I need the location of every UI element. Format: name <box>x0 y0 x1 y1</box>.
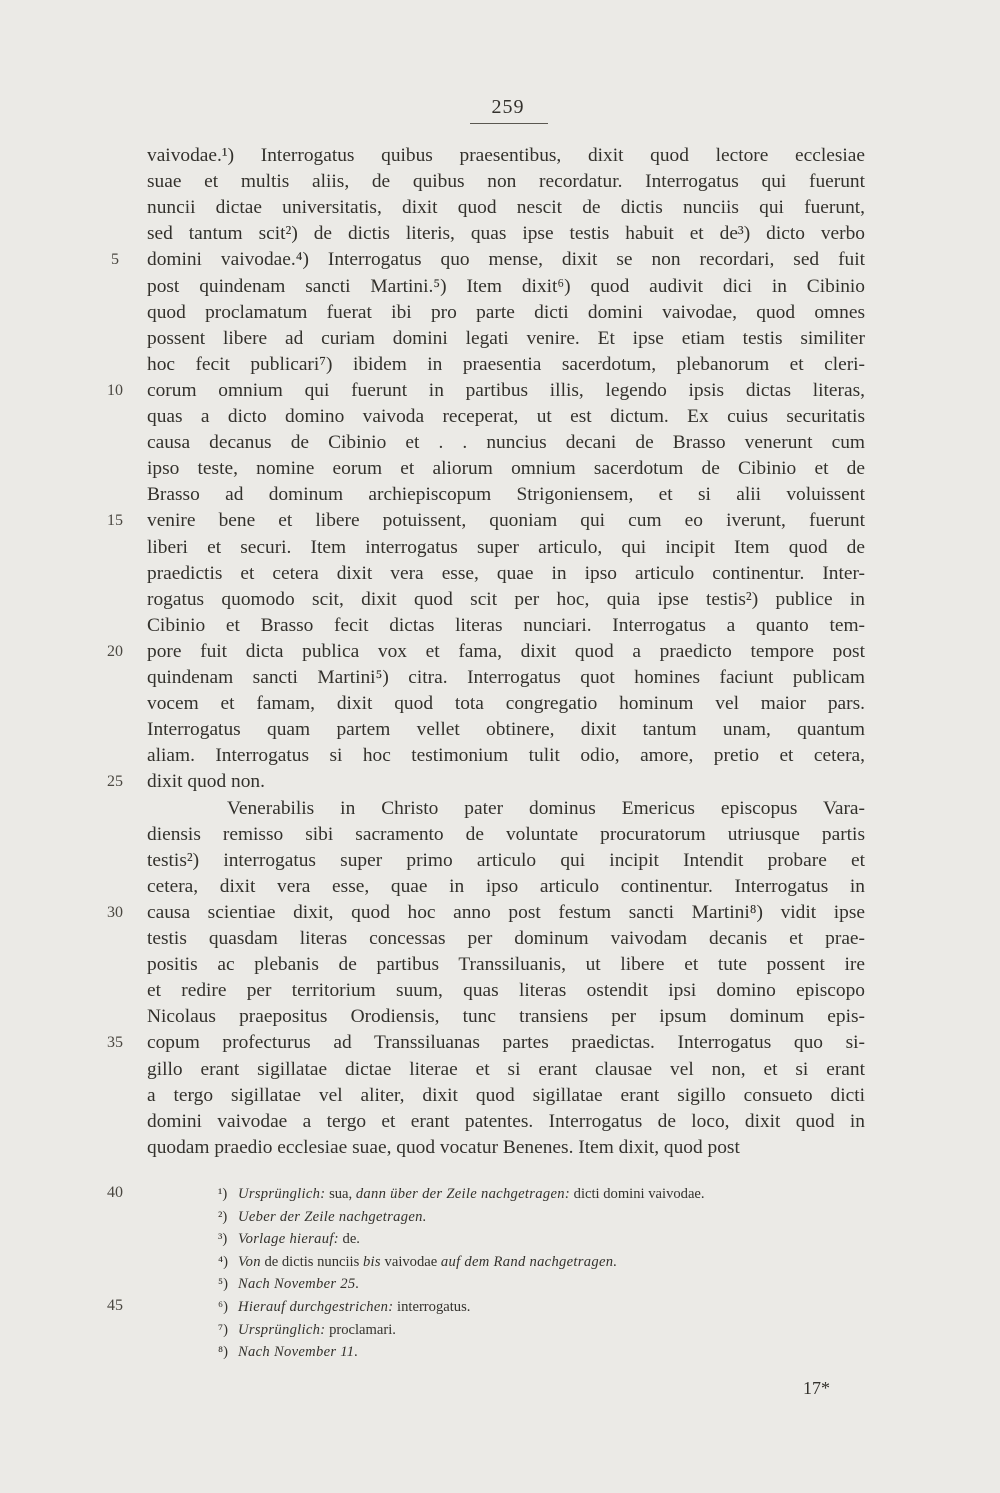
footnote-quote: de dictis nunciis <box>260 1253 363 1270</box>
line-number: 35 <box>107 1034 123 1052</box>
footnote-quote: sua, <box>325 1186 356 1202</box>
text-line: causa scientiae dixit, quod hoc anno post festum sancti Martini⁸) vidit ipse <box>147 901 865 923</box>
line-number: 30 <box>107 903 123 921</box>
page-number-rule <box>470 123 548 124</box>
footnote-marker: ¹) <box>218 1186 228 1202</box>
footnote-editorial-note: Von <box>238 1253 261 1270</box>
text-line: quod proclamatum fuerat ibi pro parte dicti domini vaivodae, quod omnes <box>147 301 865 323</box>
footnote <box>218 1206 878 1228</box>
footnote-editorial-note: Vorlage hierauf: <box>238 1231 339 1248</box>
line-number: 40 <box>107 1184 123 1201</box>
footnote-editorial-note: auf dem Rand nachgetragen. <box>440 1253 618 1270</box>
text-line: Venerabilis in Christo pater dominus Emericus episcopus Vara- <box>227 797 865 819</box>
text-line: sed tantum scit²) de dictis literis, quas ipse testis habuit et de³) dicto verbo <box>147 223 865 245</box>
footnote <box>218 1251 878 1273</box>
text-line: hoc fecit publicari⁷) ibidem in praesentia sacerdotum, plebanorum et cleri- <box>147 353 865 375</box>
footnote-editorial-note: bis <box>362 1253 381 1270</box>
footnote-marker: ⁴) <box>218 1253 228 1270</box>
footnote <box>218 1273 878 1295</box>
text-line: nuncii dictae universitatis, dixit quod nescit de dictis nunciis qui fuerunt, <box>147 197 865 219</box>
text-line: rogatus quomodo scit, dixit quod scit per hoc, quia ipse testis²) publice in <box>147 588 865 610</box>
footnote <box>218 1341 878 1363</box>
text-line: testis quasdam literas concessas per dominum vaivodam decanis et prae- <box>147 928 865 949</box>
text-line: Interrogatus quam partem vellet obtinere, dixit tantum unam, quantum <box>147 719 865 741</box>
text-line: dixit quod non. <box>147 771 265 793</box>
text-line: possent libere ad curiam domini legati venire. Et ipse etiam testis similiter <box>147 327 865 349</box>
text-line: domini vaivodae a tergo et erant patentes. Interrogatus de loco, dixit quod in <box>147 1110 865 1132</box>
line-number: 15 <box>107 512 123 530</box>
text-line: praedictis et cetera dixit vera esse, quae in ipso articulo continentur. Inter- <box>147 562 865 584</box>
footnote-marker: ⁸) <box>218 1344 228 1361</box>
line-number: 20 <box>107 642 123 660</box>
text-line: positis ac plebanis de partibus Transsiluanis, ut libere et tute possent ire <box>147 954 865 976</box>
text-line: domini vaivodae.⁴) Interrogatus quo mense, dixit se non recordari, sed fuit <box>147 249 865 271</box>
footnote-editorial-note: Ueber der Zeile nachgetragen. <box>238 1208 427 1225</box>
footnote-editorial-note: Nach November 11. <box>238 1344 359 1361</box>
line-number: 45 <box>107 1297 123 1314</box>
text-line: venire bene et libere potuissent, quoniam qui cum eo iverunt, fuerunt <box>147 510 865 532</box>
text-line: Nicolaus praepositus Orodiensis, tunc transiens per ipsum dominum epis- <box>147 1006 865 1028</box>
text-line: quodam praedio ecclesiae suae, quod vocatur Benenes. Item dixit, quod post <box>147 1136 740 1158</box>
text-line: post quindenam sancti Martini.⁵) Item dixit⁶) quod audivit dici in Cibinio <box>147 275 865 297</box>
footnote-quote: de. <box>338 1231 360 1248</box>
footnote-marker: ²) <box>218 1208 228 1225</box>
text-line: copum profecturus ad Transsiluanas partes praedictas. Interrogatus quo si- <box>147 1032 865 1054</box>
text-line: a tergo sigillatae vel aliter, dixit quod sigillatae erant sigillo consueto dicti <box>147 1084 865 1106</box>
text-line: diensis remisso sibi sacramento de voluntate procuratorum utriusque partis <box>147 823 865 845</box>
line-number: 25 <box>107 773 123 791</box>
text-line: cetera, dixit vera esse, quae in ipso articulo continentur. Interrogatus in <box>147 875 865 897</box>
footnote-editorial-note: Ursprünglich: <box>238 1321 326 1338</box>
footnote-marker: ³) <box>218 1231 228 1248</box>
text-line: quas a dicto domino vaivoda receperat, ut est dictum. Ex cuius securitatis <box>147 406 865 427</box>
text-line: pore fuit dicta publica vox et fama, dixit quod a praedicto tempore post <box>147 640 865 662</box>
footnote-editorial-note: Nach November 25. <box>238 1276 360 1293</box>
text-line: liberi et securi. Item interrogatus super articulo, qui incipit Item quod de <box>147 536 865 558</box>
footnote-editorial-note: Ursprünglich: <box>238 1186 326 1202</box>
text-line: ipso teste, nomine eorum et aliorum omnium sacerdotum de Cibinio et de <box>147 458 865 480</box>
text-line: causa decanus de Cibinio et . . nuncius decani de Brasso venerunt cum <box>147 432 865 454</box>
footnote <box>218 1228 878 1250</box>
text-line: Cibinio et Brasso fecit dictas literas nunciari. Interrogatus a quanto tem- <box>147 614 865 636</box>
text-line: suae et multis aliis, de quibus non recordatur. Interrogatus qui fuerunt <box>147 171 865 193</box>
signature-mark: 17* <box>803 1378 830 1398</box>
text-line: vaivodae.¹) Interrogatus quibus praesentibus, dixit quod lectore ecclesiae <box>147 145 865 166</box>
page-number: 259 <box>491 96 525 118</box>
footnote-quote: dicti domini vaivodae. <box>570 1186 705 1202</box>
line-number: 5 <box>111 251 119 269</box>
footnote-quote: proclamari. <box>325 1321 396 1338</box>
text-line: Brasso ad dominum archiepiscopum Strigoniensem, et si alii voluissent <box>147 484 865 506</box>
text-line: et redire per territorium suum, quas literas ostendit ipsi domino episcopo <box>147 980 865 1002</box>
text-line: gillo erant sigillatae dictae literae et si erant clausae vel non, et si erant <box>147 1058 865 1080</box>
footnote-quote: vaivodae <box>380 1253 441 1270</box>
text-line: corum omnium qui fuerunt in partibus illis, legendo ipsis dictas literas, <box>147 379 865 401</box>
footnote-marker: ⁷) <box>218 1321 228 1338</box>
footnote-quote: interrogatus. <box>393 1299 471 1315</box>
text-line: aliam. Interrogatus si hoc testimonium tulit odio, amore, pretio et cetera, <box>147 745 865 767</box>
text-line: testis²) interrogatus super primo articulo qui incipit Intendit probare et <box>147 849 865 871</box>
footnote <box>218 1296 878 1318</box>
line-number: 10 <box>107 381 123 399</box>
text-line: vocem et famam, dixit quod tota congregatio hominum vel maior pars. <box>147 693 865 715</box>
footnote-marker: ⁵) <box>218 1276 228 1293</box>
text-line: quindenam sancti Martini⁵) citra. Interrogatus quot homines faciunt publicam <box>147 667 865 688</box>
footnote <box>218 1319 878 1341</box>
footnote <box>218 1183 878 1205</box>
footnote-editorial-note: Hierauf durchgestrichen: <box>238 1299 394 1315</box>
footnote-marker: ⁶) <box>218 1299 228 1315</box>
footnote-editorial-note: dann über der Zeile nachgetragen: <box>355 1186 570 1202</box>
